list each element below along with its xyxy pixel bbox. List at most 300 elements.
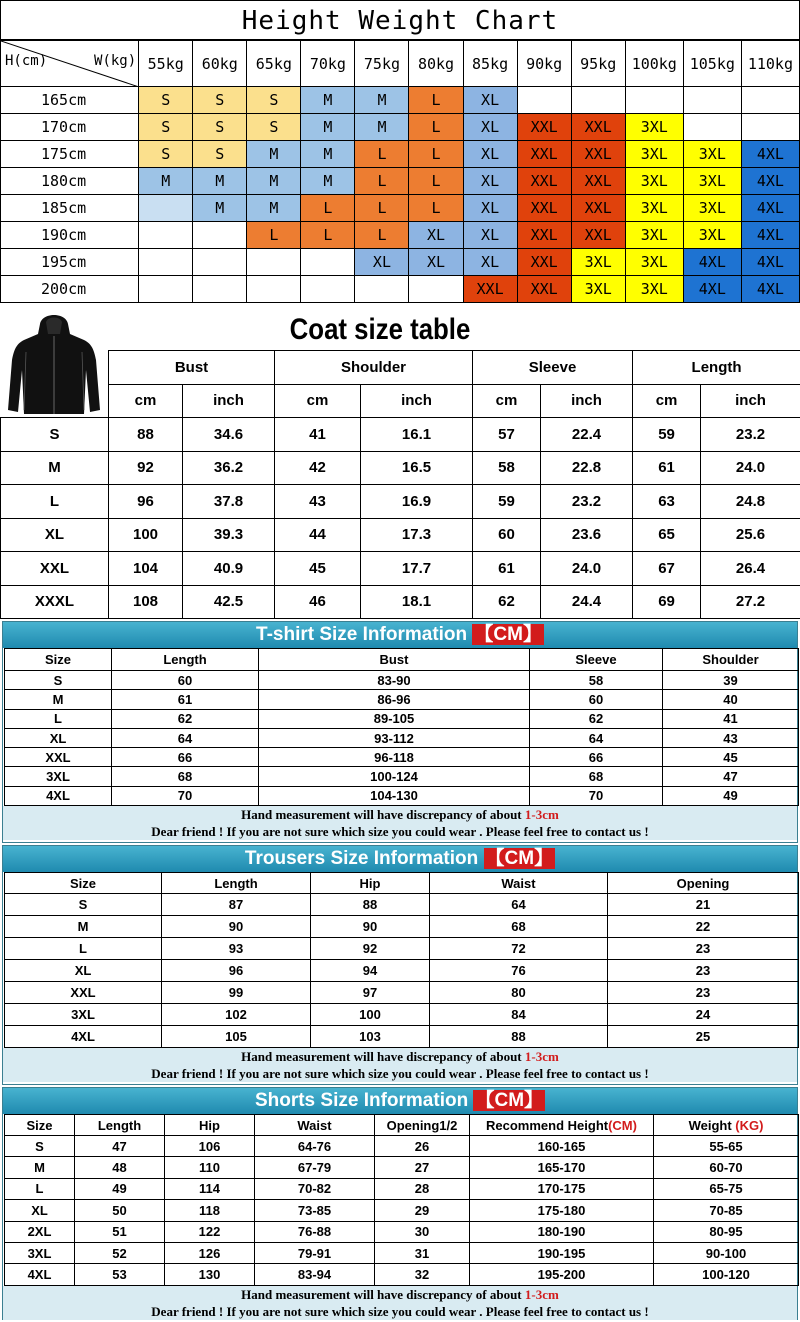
shorts-header-cell xyxy=(75,1115,165,1136)
tshirt-header-cell xyxy=(5,649,112,671)
size-cell: 3XL xyxy=(625,222,683,249)
shorts-table-row xyxy=(5,1200,799,1221)
coat-unit-header: inch xyxy=(361,384,473,418)
coat-value-cell: 24.0 xyxy=(701,451,800,485)
trousers-cell: L xyxy=(5,938,162,960)
size-cell: 3XL xyxy=(571,249,625,276)
size-cell: L xyxy=(247,222,301,249)
tshirt-cell: 86-96 xyxy=(259,690,530,709)
trousers-size-table xyxy=(4,872,799,1048)
shorts-table-row xyxy=(5,1242,799,1263)
tshirt-cell: 68 xyxy=(530,767,663,786)
trousers-cell: 3XL xyxy=(5,1004,162,1026)
tshirt-cell: 58 xyxy=(530,671,663,690)
height-label-cell: 195cm xyxy=(1,249,139,276)
coat-value-cell: 24.8 xyxy=(701,485,800,519)
height-axis-label: H(cm) xyxy=(5,53,48,69)
tshirt-header-row xyxy=(5,649,799,671)
coat-value-cell: 60 xyxy=(473,518,541,552)
coat-unit-header-row xyxy=(1,384,800,418)
coat-table-title: Coat size table xyxy=(289,313,471,346)
shorts-cell: L xyxy=(5,1178,75,1199)
shorts-cell: 126 xyxy=(165,1242,255,1263)
trousers-cell: 94 xyxy=(311,960,430,982)
size-cell: XXL xyxy=(517,276,571,303)
height-label-cell: 180cm xyxy=(1,168,139,195)
size-cell xyxy=(683,87,741,114)
trousers-cell: 102 xyxy=(162,1004,311,1026)
shorts-cell: 79-91 xyxy=(255,1242,375,1263)
coat-group-header: Sleeve xyxy=(473,351,633,385)
coat-unit-header: inch xyxy=(701,384,800,418)
size-cell: XXL xyxy=(517,141,571,168)
size-cell xyxy=(139,195,193,222)
size-cell: XL xyxy=(463,249,517,276)
shorts-cell: 50 xyxy=(75,1200,165,1221)
size-cell: L xyxy=(355,195,409,222)
trousers-cell: 76 xyxy=(430,960,608,982)
coat-value-cell: 46 xyxy=(275,585,361,619)
coat-size-table xyxy=(0,350,800,619)
shorts-header-label: Weight xyxy=(688,1117,736,1133)
size-cell: 4XL xyxy=(741,249,799,276)
coat-value-cell: 108 xyxy=(109,585,183,619)
weight-unit: (KG) xyxy=(735,1117,764,1133)
coat-unit-header: cm xyxy=(633,384,701,418)
tshirt-size-section xyxy=(2,621,798,843)
coat-unit-header: cm xyxy=(275,384,361,418)
size-cell: L xyxy=(409,168,463,195)
shorts-cell: 106 xyxy=(165,1136,255,1157)
trousers-table-row xyxy=(5,1004,799,1026)
coat-value-cell: 42 xyxy=(275,451,361,485)
coat-value-cell: 18.1 xyxy=(361,585,473,619)
shorts-cell: 53 xyxy=(75,1264,165,1285)
trousers-cell: 92 xyxy=(311,938,430,960)
trousers-cell: 22 xyxy=(608,916,799,938)
size-cell: L xyxy=(409,114,463,141)
coat-value-cell: 63 xyxy=(633,485,701,519)
coat-value-cell: 22.4 xyxy=(541,418,633,452)
size-cell xyxy=(193,222,247,249)
weight-header-cell: 65kg xyxy=(247,41,301,87)
coat-value-cell: 41 xyxy=(275,418,361,452)
tshirt-cell: 66 xyxy=(112,748,259,767)
shorts-header-cell xyxy=(375,1115,470,1136)
trousers-table-row xyxy=(5,1026,799,1048)
size-cell: L xyxy=(301,222,355,249)
coat-value-cell: 61 xyxy=(473,552,541,586)
shorts-cell: S xyxy=(5,1136,75,1157)
tshirt-title-unit: 【CM】 xyxy=(474,624,542,645)
coat-value-cell: 96 xyxy=(109,485,183,519)
shorts-header-label: Waist xyxy=(297,1117,332,1133)
shorts-table-row xyxy=(5,1264,799,1285)
weight-header-cell: 105kg xyxy=(683,41,741,87)
height-row xyxy=(1,249,800,276)
tshirt-cell: XL xyxy=(5,728,112,747)
height-row xyxy=(1,276,800,303)
trousers-header-cell xyxy=(5,873,162,894)
size-cell: XXL xyxy=(517,222,571,249)
coat-value-cell: 44 xyxy=(275,518,361,552)
coat-value-cell: 26.4 xyxy=(701,552,800,586)
shorts-table-row xyxy=(5,1221,799,1242)
trousers-header-label: Length xyxy=(214,875,258,891)
height-weight-table xyxy=(0,40,800,303)
shorts-size-section xyxy=(2,1087,798,1320)
tshirt-header-label: Bust xyxy=(379,652,409,667)
height-label-cell: 190cm xyxy=(1,222,139,249)
size-cell xyxy=(741,87,799,114)
shorts-header-cell xyxy=(470,1115,654,1136)
trousers-cell: S xyxy=(5,894,162,916)
size-cell xyxy=(139,222,193,249)
size-cell: XL xyxy=(409,222,463,249)
weight-header-cell: 80kg xyxy=(409,41,463,87)
trousers-cell: XL xyxy=(5,960,162,982)
trousers-cell: 68 xyxy=(430,916,608,938)
size-cell: 3XL xyxy=(571,276,625,303)
size-cell: XL xyxy=(463,222,517,249)
size-cell: S xyxy=(193,141,247,168)
tshirt-table-row xyxy=(5,728,799,747)
shorts-cell: 49 xyxy=(75,1178,165,1199)
trousers-header-cell xyxy=(162,873,311,894)
size-cell: L xyxy=(301,195,355,222)
coat-unit-header: cm xyxy=(109,384,183,418)
trousers-cell: XXL xyxy=(5,982,162,1004)
shorts-header-label: Hip xyxy=(199,1117,220,1133)
coat-value-cell: 36.2 xyxy=(183,451,275,485)
trousers-cell: 4XL xyxy=(5,1026,162,1048)
shorts-header-label: Recommend Height xyxy=(486,1117,609,1133)
trousers-cell: 23 xyxy=(608,960,799,982)
tshirt-cell: 62 xyxy=(530,709,663,728)
trousers-cell: 105 xyxy=(162,1026,311,1048)
tshirt-cell: 62 xyxy=(112,709,259,728)
shorts-cell: 30 xyxy=(375,1221,470,1242)
coat-value-cell: 37.8 xyxy=(183,485,275,519)
size-cell: 3XL xyxy=(625,249,683,276)
coat-size-cell: L xyxy=(1,485,109,519)
coat-value-cell: 22.8 xyxy=(541,451,633,485)
size-cell xyxy=(517,87,571,114)
height-unit: (CM) xyxy=(608,1117,637,1133)
shorts-cell: 160-165 xyxy=(470,1136,654,1157)
weight-header-cell: 90kg xyxy=(517,41,571,87)
coat-value-cell: 17.7 xyxy=(361,552,473,586)
shorts-cell: 73-85 xyxy=(255,1200,375,1221)
size-cell: 3XL xyxy=(683,222,741,249)
size-cell: 3XL xyxy=(625,168,683,195)
trousers-cell: 93 xyxy=(162,938,311,960)
tshirt-table-row xyxy=(5,690,799,709)
coat-unit-header: inch xyxy=(541,384,633,418)
height-row xyxy=(1,195,800,222)
shorts-cell: 90-100 xyxy=(654,1242,799,1263)
tshirt-cell: 100-124 xyxy=(259,767,530,786)
trousers-cell: 84 xyxy=(430,1004,608,1026)
size-cell: 4XL xyxy=(741,195,799,222)
trousers-cell: 88 xyxy=(311,894,430,916)
tshirt-cell: 104-130 xyxy=(259,786,530,805)
height-label-cell: 175cm xyxy=(1,141,139,168)
coat-size-cell: XXXL xyxy=(1,585,109,619)
coat-value-cell: 23.2 xyxy=(701,418,800,452)
coat-value-cell: 16.9 xyxy=(361,485,473,519)
size-cell: S xyxy=(247,114,301,141)
trousers-cell: 100 xyxy=(311,1004,430,1026)
size-cell: L xyxy=(409,87,463,114)
coat-value-cell: 27.2 xyxy=(701,585,800,619)
coat-value-cell: 24.4 xyxy=(541,585,633,619)
trousers-cell: 88 xyxy=(430,1026,608,1048)
size-cell: XL xyxy=(463,87,517,114)
size-cell: XXL xyxy=(517,114,571,141)
size-cell xyxy=(193,276,247,303)
shorts-cell: 80-95 xyxy=(654,1221,799,1242)
size-cell: S xyxy=(193,87,247,114)
shorts-measurement-note: Hand measurement will have discrepancy of about 1-3cm Dear friend ! If you are not sure which size you could wear . Please feel free to contact us ! xyxy=(3,1286,797,1320)
coat-value-cell: 88 xyxy=(109,418,183,452)
size-cell xyxy=(139,249,193,276)
size-cell: 3XL xyxy=(683,141,741,168)
weight-header-cell: 75kg xyxy=(355,41,409,87)
size-cell: S xyxy=(139,114,193,141)
coat-value-cell: 40.9 xyxy=(183,552,275,586)
tshirt-table-row xyxy=(5,748,799,767)
shorts-table-row xyxy=(5,1178,799,1199)
shorts-cell: M xyxy=(5,1157,75,1178)
trousers-header-cell xyxy=(608,873,799,894)
trousers-cell: 23 xyxy=(608,982,799,1004)
tshirt-table-row xyxy=(5,709,799,728)
shorts-cell: 31 xyxy=(375,1242,470,1263)
trousers-table-row xyxy=(5,982,799,1004)
shorts-cell: 195-200 xyxy=(470,1264,654,1285)
shorts-cell: 180-190 xyxy=(470,1221,654,1242)
coat-value-cell: 62 xyxy=(473,585,541,619)
size-cell xyxy=(625,87,683,114)
tshirt-cell: 64 xyxy=(112,728,259,747)
tshirt-cell: 60 xyxy=(112,671,259,690)
shorts-cell: 26 xyxy=(375,1136,470,1157)
shorts-size-title: Shorts Size Information 【CM】 xyxy=(3,1088,797,1114)
shorts-cell: 55-65 xyxy=(654,1136,799,1157)
coat-value-cell: 69 xyxy=(633,585,701,619)
size-cell xyxy=(409,276,463,303)
tshirt-cell: 93-112 xyxy=(259,728,530,747)
shorts-header-label: Length xyxy=(97,1117,142,1133)
size-cell: XL xyxy=(463,114,517,141)
trousers-cell: 25 xyxy=(608,1026,799,1048)
tshirt-table-row xyxy=(5,786,799,805)
coat-size-section xyxy=(0,308,800,618)
shorts-table-row xyxy=(5,1136,799,1157)
coat-value-cell: 39.3 xyxy=(183,518,275,552)
trousers-header-label: Size xyxy=(69,875,96,891)
tshirt-cell: S xyxy=(5,671,112,690)
shorts-header-row xyxy=(5,1115,799,1136)
coat-value-cell: 17.3 xyxy=(361,518,473,552)
shorts-cell: 130 xyxy=(165,1264,255,1285)
coat-value-cell: 67 xyxy=(633,552,701,586)
shorts-cell: 165-170 xyxy=(470,1157,654,1178)
size-cell: M xyxy=(355,87,409,114)
size-cell: 4XL xyxy=(741,222,799,249)
size-cell: M xyxy=(247,141,301,168)
tshirt-cell: 4XL xyxy=(5,786,112,805)
coat-table-row xyxy=(1,585,800,619)
tshirt-cell: 49 xyxy=(663,786,799,805)
coat-value-cell: 61 xyxy=(633,451,701,485)
shorts-cell: 3XL xyxy=(5,1242,75,1263)
coat-value-cell: 25.6 xyxy=(701,518,800,552)
coat-value-cell: 42.5 xyxy=(183,585,275,619)
height-label-cell: 200cm xyxy=(1,276,139,303)
tshirt-cell: 83-90 xyxy=(259,671,530,690)
tshirt-header-label: Sleeve xyxy=(575,652,617,667)
tshirt-cell: 43 xyxy=(663,728,799,747)
shorts-cell: 76-88 xyxy=(255,1221,375,1242)
trousers-cell: 96 xyxy=(162,960,311,982)
tshirt-header-label: Length xyxy=(163,652,207,667)
height-row xyxy=(1,114,800,141)
weight-header-cell: 60kg xyxy=(193,41,247,87)
tshirt-cell: L xyxy=(5,709,112,728)
size-cell: 4XL xyxy=(741,276,799,303)
size-cell: 3XL xyxy=(683,195,741,222)
trousers-cell: 87 xyxy=(162,894,311,916)
trousers-table-row xyxy=(5,916,799,938)
size-cell: XXL xyxy=(517,168,571,195)
tshirt-cell: 45 xyxy=(663,748,799,767)
tshirt-cell: 61 xyxy=(112,690,259,709)
shorts-cell: 67-79 xyxy=(255,1157,375,1178)
weight-header-cell: 55kg xyxy=(139,41,193,87)
shorts-cell: 110 xyxy=(165,1157,255,1178)
size-cell: 4XL xyxy=(741,141,799,168)
coat-value-cell: 23.6 xyxy=(541,518,633,552)
size-cell: XXL xyxy=(571,222,625,249)
coat-value-cell: 43 xyxy=(275,485,361,519)
size-cell xyxy=(355,276,409,303)
coat-size-cell: XXL xyxy=(1,552,109,586)
trousers-cell: 21 xyxy=(608,894,799,916)
shorts-cell: 65-75 xyxy=(654,1178,799,1199)
tshirt-header-cell xyxy=(112,649,259,671)
coat-value-cell: 59 xyxy=(633,418,701,452)
coat-value-cell: 16.1 xyxy=(361,418,473,452)
tshirt-header-label: Size xyxy=(44,652,71,667)
size-cell: XL xyxy=(409,249,463,276)
coat-group-header: Bust xyxy=(109,351,275,385)
shorts-header-cell xyxy=(165,1115,255,1136)
shorts-cell: 27 xyxy=(375,1157,470,1178)
shorts-cell: 100-120 xyxy=(654,1264,799,1285)
trousers-title-unit: 【CM】 xyxy=(485,848,554,869)
size-cell: 3XL xyxy=(625,141,683,168)
coat-value-cell: 34.6 xyxy=(183,418,275,452)
coat-value-cell: 59 xyxy=(473,485,541,519)
tshirt-cell: M xyxy=(5,690,112,709)
tshirt-header-label: Shoulder xyxy=(702,652,759,667)
shorts-cell: 29 xyxy=(375,1200,470,1221)
trousers-header-cell xyxy=(311,873,430,894)
trousers-size-title: Trousers Size Information 【CM】 xyxy=(3,846,797,872)
height-row xyxy=(1,168,800,195)
trousers-header-label: Waist xyxy=(501,875,536,891)
tshirt-table-row xyxy=(5,767,799,786)
coat-group-header: Shoulder xyxy=(275,351,473,385)
size-cell: S xyxy=(247,87,301,114)
shorts-cell: 170-175 xyxy=(470,1178,654,1199)
weight-header-cell: 85kg xyxy=(463,41,517,87)
size-cell: 3XL xyxy=(625,195,683,222)
size-cell: S xyxy=(139,141,193,168)
shorts-cell: 118 xyxy=(165,1200,255,1221)
height-weight-chart-title: Height Weight Chart xyxy=(0,0,800,40)
height-row xyxy=(1,87,800,114)
size-cell: XL xyxy=(355,249,409,276)
size-cell: XXL xyxy=(517,249,571,276)
coat-value-cell: 92 xyxy=(109,451,183,485)
trousers-cell: 97 xyxy=(311,982,430,1004)
trousers-table-row xyxy=(5,894,799,916)
size-cell: S xyxy=(139,87,193,114)
size-cell: XXL xyxy=(571,195,625,222)
size-cell xyxy=(139,276,193,303)
size-cell: XXL xyxy=(517,195,571,222)
trousers-header-row xyxy=(5,873,799,894)
shorts-header-cell xyxy=(5,1115,75,1136)
tshirt-cell: 60 xyxy=(530,690,663,709)
trousers-cell: 80 xyxy=(430,982,608,1004)
coat-unit-header: cm xyxy=(473,384,541,418)
size-cell: S xyxy=(193,114,247,141)
coat-corner-cell xyxy=(1,351,109,418)
weight-header-cell: 95kg xyxy=(571,41,625,87)
size-cell: M xyxy=(247,168,301,195)
coat-value-cell: 45 xyxy=(275,552,361,586)
coat-value-cell: 100 xyxy=(109,518,183,552)
weight-header-row xyxy=(1,41,800,87)
tshirt-cell: 40 xyxy=(663,690,799,709)
size-cell: L xyxy=(355,141,409,168)
size-cell: M xyxy=(193,195,247,222)
coat-table-row xyxy=(1,518,800,552)
weight-header-cell: 110kg xyxy=(741,41,799,87)
trousers-cell: 72 xyxy=(430,938,608,960)
coat-table-row xyxy=(1,485,800,519)
shorts-header-cell xyxy=(654,1115,799,1136)
size-cell: XL xyxy=(463,141,517,168)
size-cell: 4XL xyxy=(683,249,741,276)
shorts-header-cell xyxy=(255,1115,375,1136)
size-cell: XL xyxy=(463,168,517,195)
shorts-cell: 52 xyxy=(75,1242,165,1263)
trousers-cell: 90 xyxy=(162,916,311,938)
size-cell xyxy=(571,87,625,114)
tshirt-cell: 41 xyxy=(663,709,799,728)
size-cell xyxy=(247,276,301,303)
height-weight-chart xyxy=(0,0,800,306)
shorts-header-label: Size xyxy=(26,1117,53,1133)
coat-value-cell: 24.0 xyxy=(541,552,633,586)
coat-group-header: Length xyxy=(633,351,800,385)
tshirt-table-row xyxy=(5,671,799,690)
